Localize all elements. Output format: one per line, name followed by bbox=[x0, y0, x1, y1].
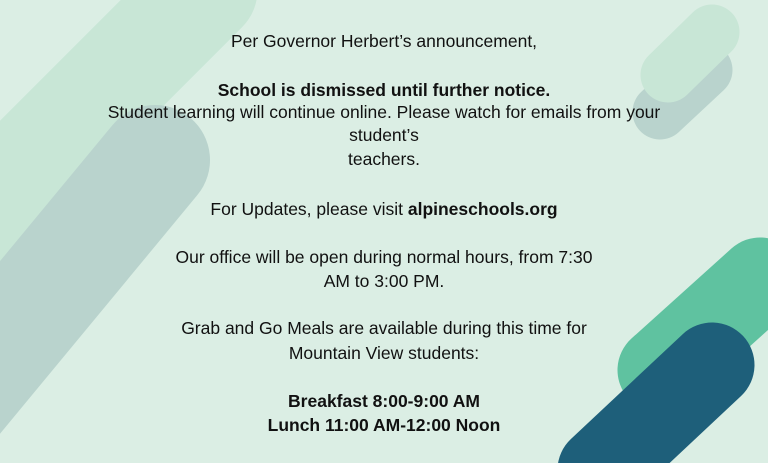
office-hours-line1: Our office will be open during normal hours, from 7:30 bbox=[175, 247, 593, 267]
office-hours-line2: AM to 3:00 PM. bbox=[323, 271, 445, 291]
headline: School is dismissed until further notice. bbox=[217, 80, 551, 100]
lunch-time: Lunch 11:00 AM-12:00 Noon bbox=[267, 415, 501, 435]
learning-text-line1: Student learning will continue online. Please watch for emails from your bbox=[107, 102, 661, 122]
intro-text: Per Governor Herbert’s announcement, bbox=[230, 31, 538, 51]
learning-text-line3: teachers. bbox=[348, 149, 420, 169]
learning-text-line2: student’s bbox=[349, 125, 419, 145]
meals-text-line1: Grab and Go Meals are available during this time for bbox=[181, 318, 587, 338]
updates-text bbox=[0, 198, 768, 220]
meals-text-line2: Mountain View students: bbox=[288, 343, 480, 363]
updates-link[interactable]: alpineschools.org bbox=[407, 199, 558, 219]
breakfast-time: Breakfast 8:00-9:00 AM bbox=[288, 391, 480, 411]
updates-prefix: For Updates, please visit bbox=[210, 199, 408, 219]
